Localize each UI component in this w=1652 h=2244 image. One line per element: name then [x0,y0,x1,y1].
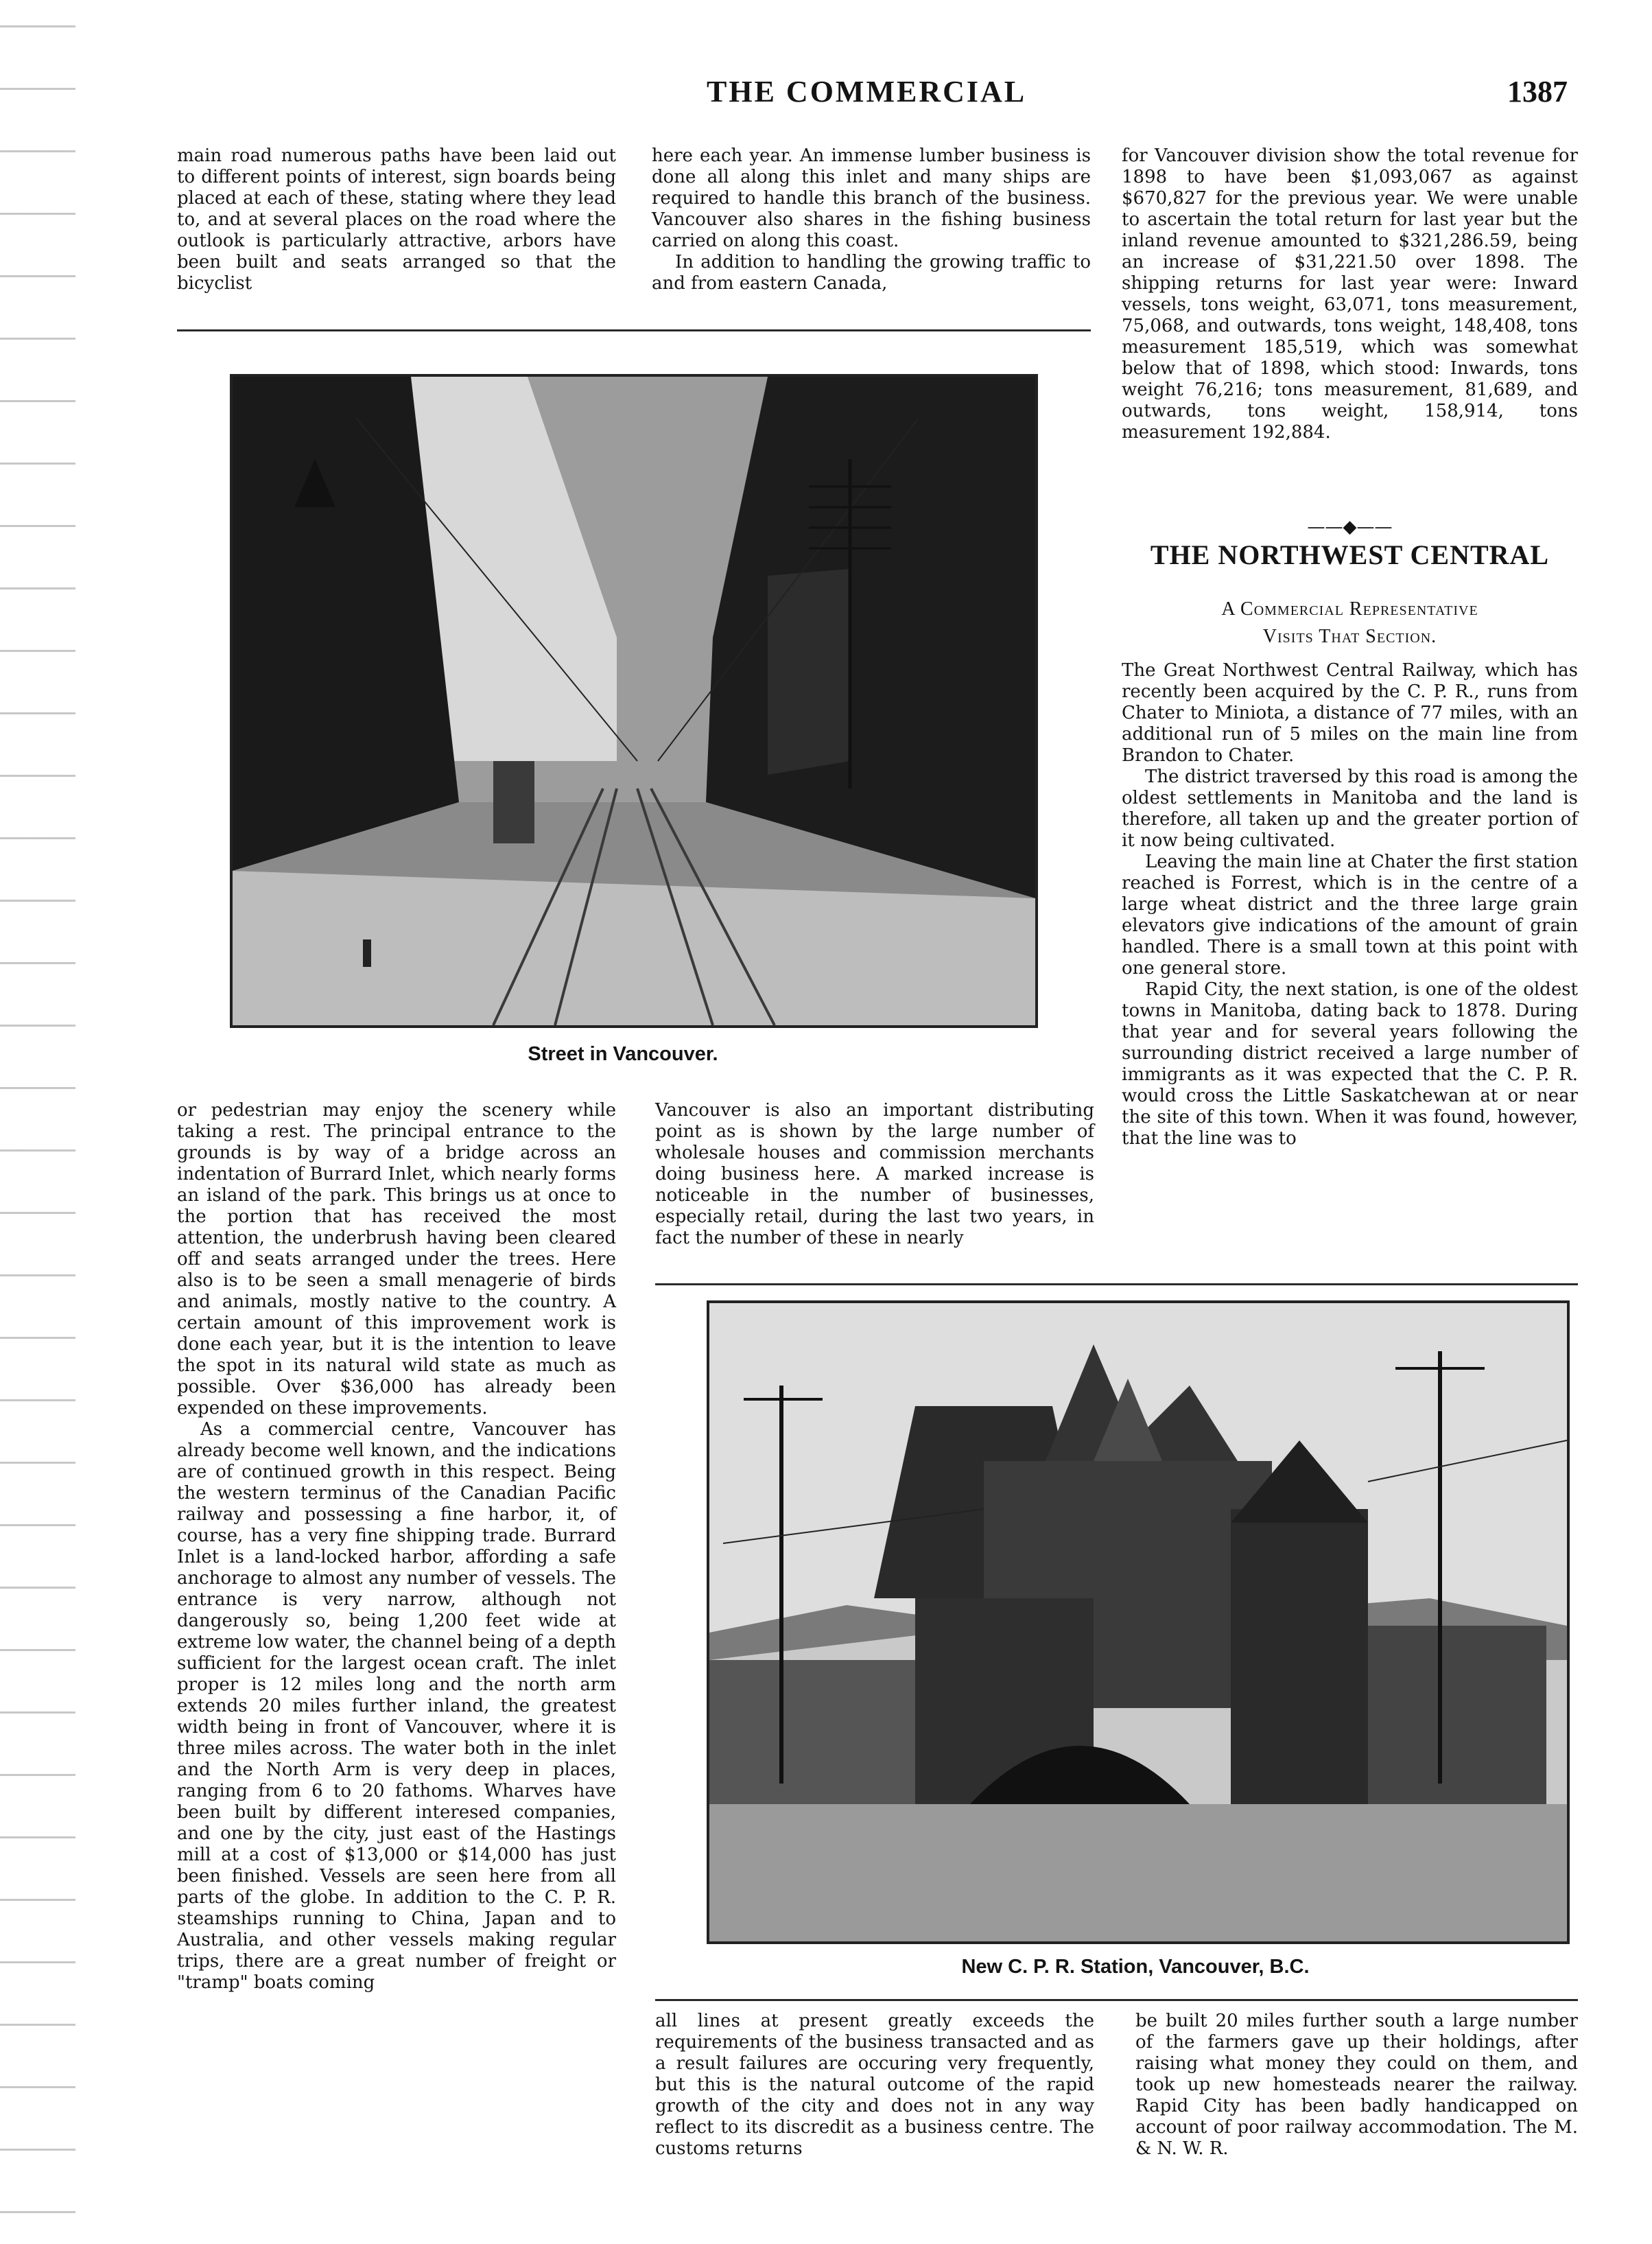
paragraph: be built 20 miles further south a large number of the farmers gave up their holdings, after raising what money they could on them, and took up new homesteads nearer the railway. Rapid City has been badly handicapped on account of poor railway accommodation. The M. & N. W. R. [1135,2011,1578,2159]
column-rule [177,329,1091,331]
street-photo-image [233,377,1035,1025]
paragraph: Vancouver is also an important distributing point as is shown by the large number of wholesale houses and commission merchants doing business here. A marked increase is noticeable in the number of businesses, especially retail, during the last two years, in fact the number of these in nearly [655,1100,1094,1248]
article-col1-top [177,145,616,294]
photo-caption-station: New C. P. R. Station, Vancouver, B.C. [961,1956,1310,1978]
article-col2-middle [655,1100,1094,1249]
article-col3-top [1122,145,1578,443]
paragraph: main road numerous paths have been laid out to different points of interest, sign boards being placed at each of these, stating where they lead to, and at several places on the road where the outlook is particularly attractive, arbors have been built and seats arranged so that the bicyclist [177,145,616,294]
section-subhead-1: A Commercial Representative [1221,598,1478,620]
column-rule [655,1999,1578,2001]
article-col3-bottom [1135,2011,1578,2160]
scan-margin-specks [0,0,75,2244]
paragraph: The district traversed by this road is among the oldest settlements in Manitoba and the land is therefore, all taken up and the greater portion of it now being cultivated. [1122,767,1578,851]
station-photo [707,1300,1570,1944]
paragraph: The Great Northwest Central Railway, which has recently been acquired by the C. P. R., runs from Chater to Miniota, a distance of 77 miles, with an additional run of 5 miles on the main line from Brandon to Chater. [1122,660,1578,766]
section-subhead-2: Visits That Section. [1262,626,1437,647]
paragraph: In addition to handling the growing traffic to and from eastern Canada, [652,252,1091,294]
section-ornament: ——◆—— [1307,517,1393,537]
paragraph: Leaving the main line at Chater the first station reached is Forrest, which is in the centre of a large wheat district and the three large grain elevators give indications of the amount of grain handled. There is a small town at this point with one general store. [1122,852,1578,979]
page-header-title: THE COMMERCIAL [707,75,1027,108]
paragraph: for Vancouver division show the total revenue for 1898 to have been $1,093,067 as against $670,827 for the previous year. We were unable to ascertain the total return for last year but the inland revenue amounted to $321,286.59, being an increase of $31,221.50 over 1898. The shipping returns for last year were: Inward vessels, tons weight, 63,071, tons measurement, 75,068, and outwards, tons weight, 148,408, tons measurement 185,519, which was somewhat below that of 1898, which stood: Inwards, tons weight 76,216; tons measurement, 81,689, and outwards, tons weight, 158,914, tons measurement 192,884. [1122,145,1578,443]
article-col2-top [652,145,1091,294]
section-title: THE NORTHWEST CENTRAL [1150,539,1550,570]
street-photo [230,374,1038,1028]
photo-caption-street: Street in Vancouver. [528,1043,718,1065]
paragraph: As a commercial centre, Vancouver has already become well known, and the indications are of continued growth in this respect. Being the western terminus of the Canadian Pacific railway and possessing a fine harbor, it, of course, has a very fine shipping trade. Burrard Inlet is a land-locked harbor, affording a safe anchorage to almost any number of vessels. The entrance is very narrow, although not dangerously so, being 1,200 feet wide at extreme low water, the channel being of a depth sufficient for the largest ocean craft. The inlet proper is 12 miles long and the north arm extends 20 miles further inland, the greatest width being in front of Vancouver, where it is three miles across. The water both in the inlet and the North Arm is very deep in places, ranging from 6 to 20 fathoms. Wharves have been built by different interesed companies, and one by the city, just east of the Hastings mill at a cost of $13,000 or $14,000 has just been finished. Vessels are seen here from all parts of the globe. In addition to the C. P. R. steamships running to China, Japan and to Australia, and other vessels making regular trips, there are a great number of freight or "tramp" boats coming [177,1419,616,1993]
article-col1-middle [177,1100,616,1994]
station-photo-image [709,1303,1567,1941]
paragraph: all lines at present greatly exceeds the requirements of the business transacted and as a result failures are occuring very frequently, but this is the natural outcome of the rapid growth of the city and does not in any way reflect to its discredit as a business centre. The customs returns [655,2011,1094,2159]
article-col2-bottom [655,2011,1094,2160]
paragraph: or pedestrian may enjoy the scenery while taking a rest. The principal entrance to the grounds is by way of a bridge across an indentation of Burrard Inlet, which nearly forms an island of the park. This brings us at once to the portion that has received the most attention, the underbrush having been cleared off and seats arranged under the trees. Here also is to be seen a small menagerie of birds and animals, mostly native to the country. A certain amount of this improvement work is done each year, but it is the intention to leave the spot in its natural wild state as much as possible. Over $36,000 has already been expended on these improvements. [177,1100,616,1418]
column-rule [655,1283,1578,1285]
paragraph: here each year. An immense lumber business is done all along this inlet and many ships are required to handle this branch of the business. Vancouver also shares in the fishing business carried on along this coast. [652,145,1091,251]
page-number: 1387 [1507,75,1568,108]
article-col3-section [1122,660,1578,1149]
paragraph: Rapid City, the next station, is one of the oldest towns in Manitoba, dating back to 1878. During that year and for several years following the surrounding district received a large number of immigrants as it was expected that the C. P. R. would cross the Little Saskatchewan at or near the site of this town. When it was found, however, that the line was to [1122,979,1578,1149]
